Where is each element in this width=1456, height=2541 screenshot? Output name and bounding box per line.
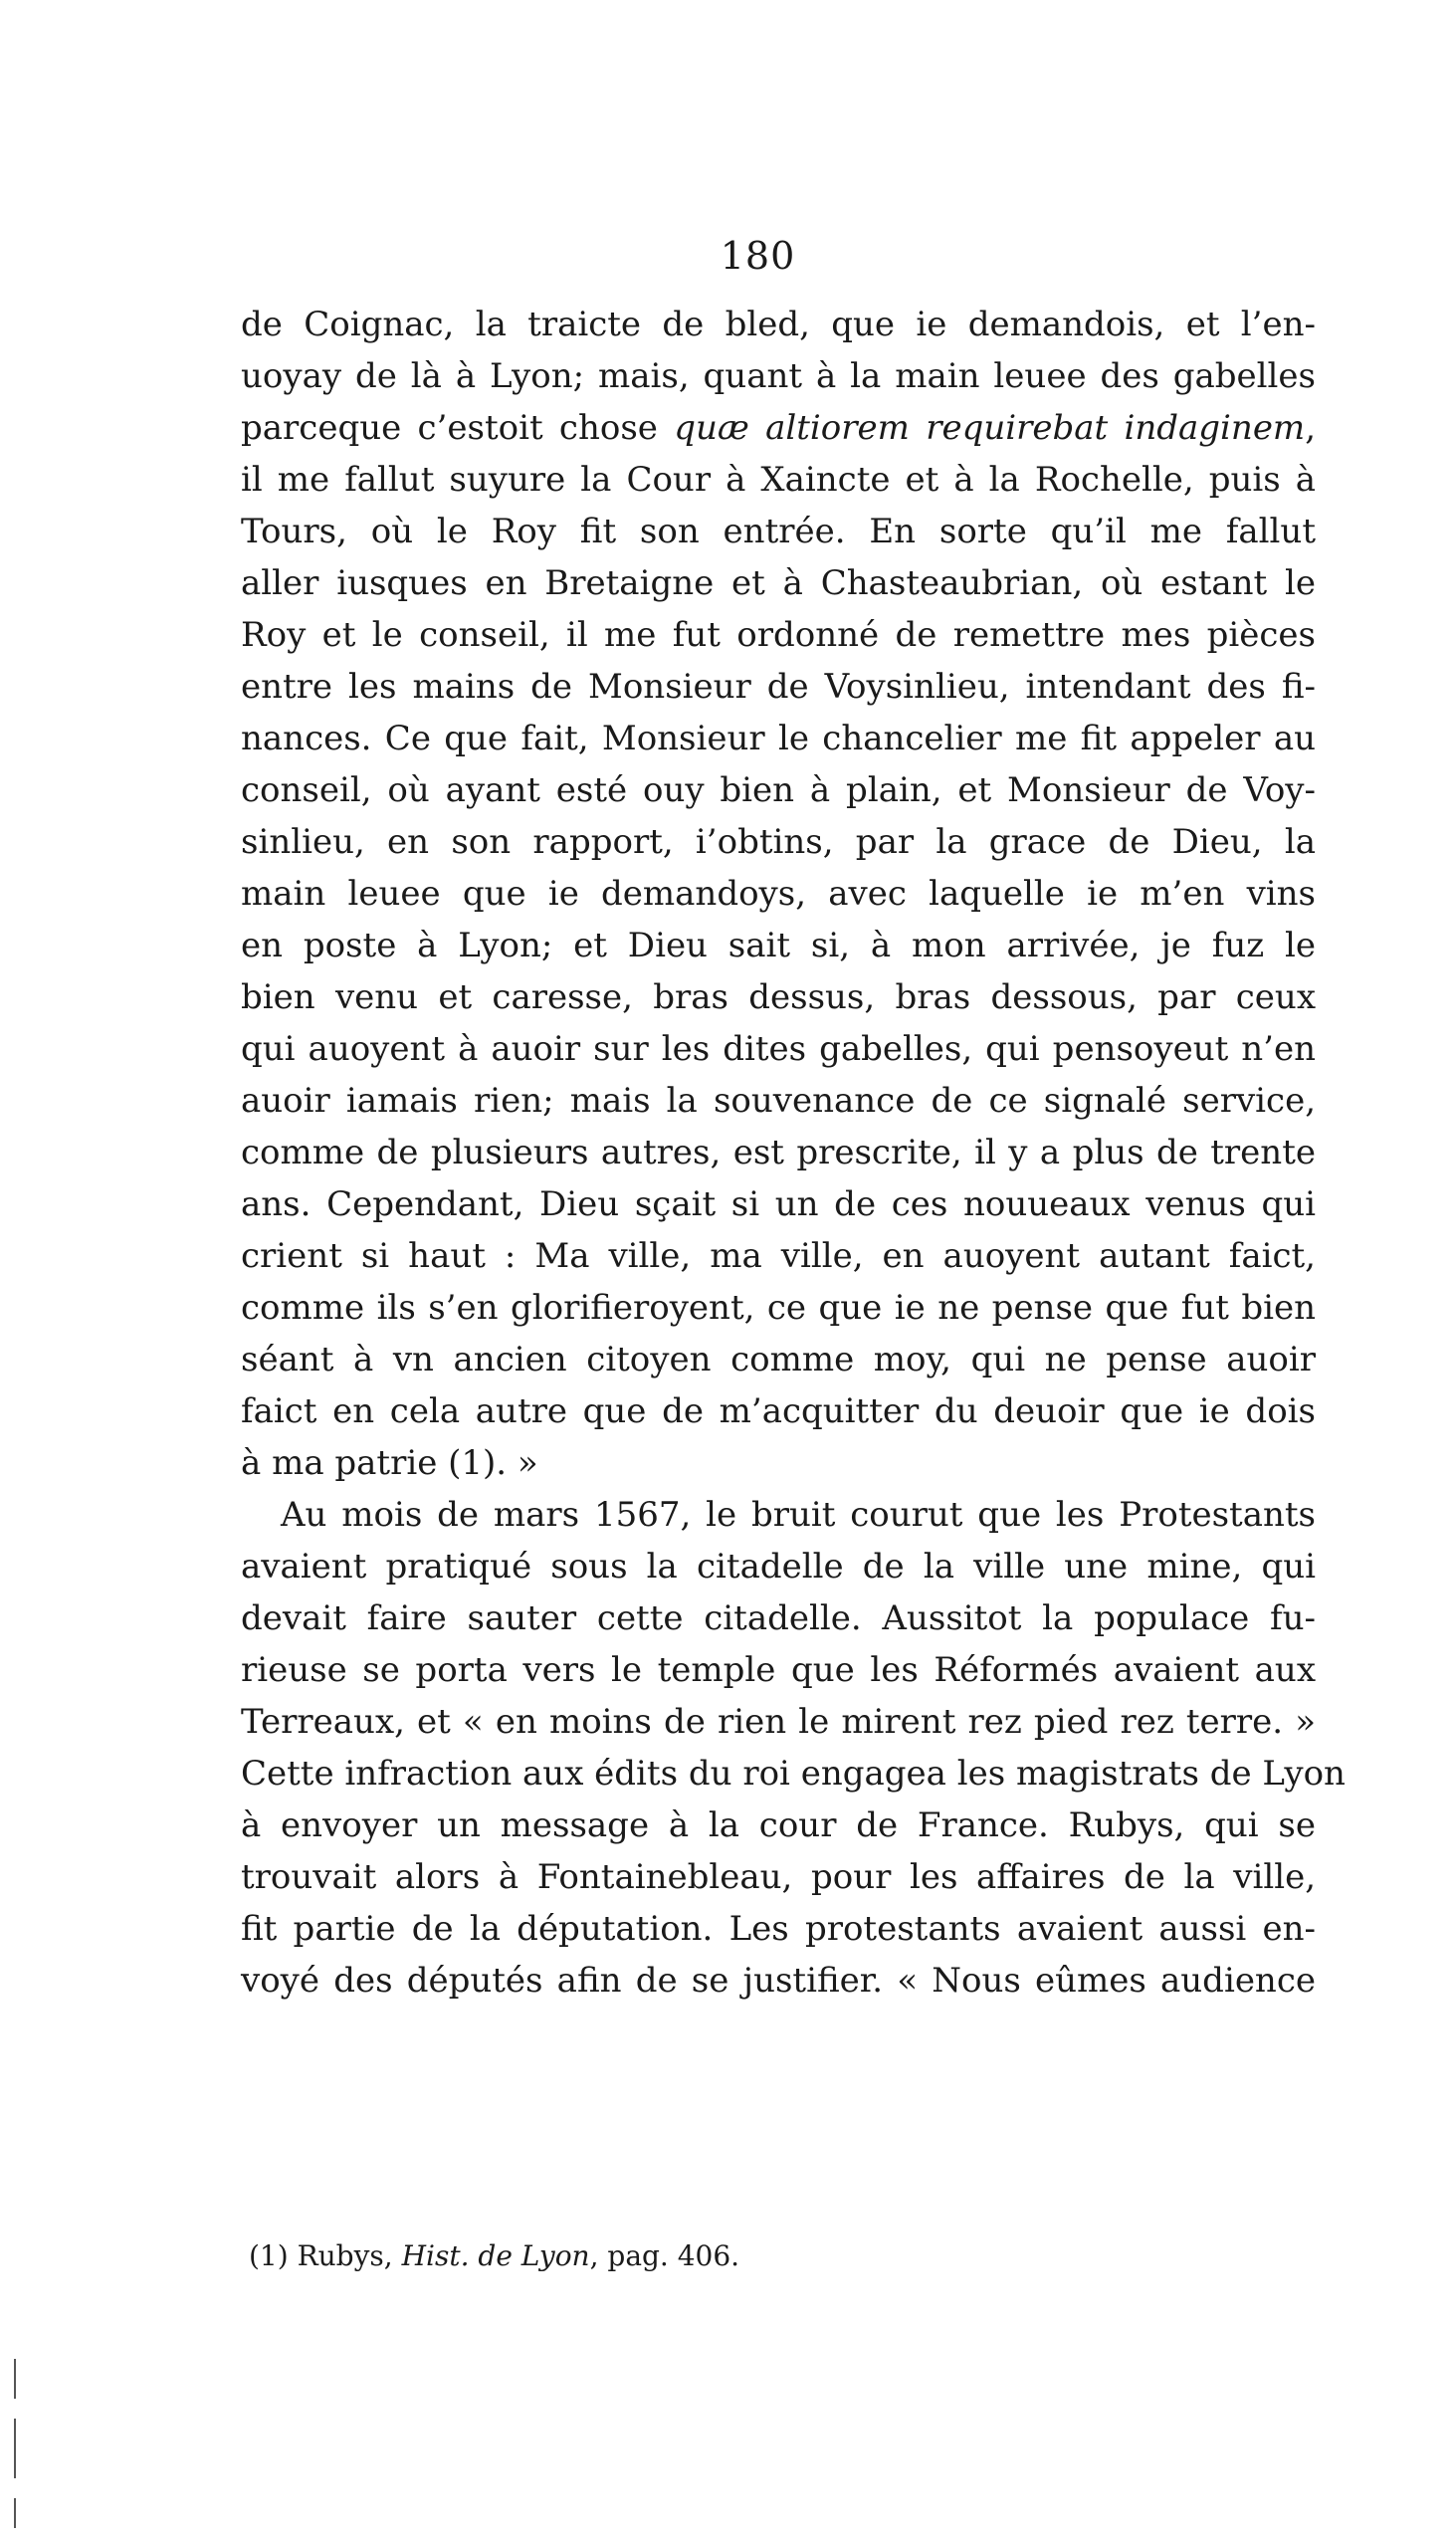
text-line: sinlieu, en son rapport, i’obtins, par la grace de Dieu, la (241, 822, 1316, 862)
text-line: Terreaux, et « en moins de rien le mirent rez pied rez terre. » (241, 1702, 1316, 1742)
body-text (241, 299, 1346, 2007)
text-line: voyé des députés afin de se justifier. « Nous eûmes audience (241, 1961, 1316, 2001)
text-line: fit partie de la députation. Les protestants avaient aussi en- (241, 1909, 1316, 1949)
text-line: il me fallut suyure la Cour à Xaincte et à la Rochelle, puis à (241, 460, 1316, 500)
text-line: faict en cela autre que de m’acquitter du deuoir que ie dois (241, 1391, 1316, 1431)
text-line: bien venu et caresse, bras dessus, bras dessous, par ceux (241, 977, 1316, 1017)
text-line: séant à vn ancien citoyen comme moy, qui ne pense auoir (241, 1340, 1316, 1379)
text-line: avaient pratiqué sous la citadelle de la ville une mine, qui (241, 1547, 1316, 1587)
text-line: Au mois de mars 1567, le bruit courut que les Protestants (281, 1495, 1316, 1535)
text-line: de Coignac, la traicte de bled, que ie demandois, et l’en- (241, 305, 1316, 344)
text-line: Roy et le conseil, il me fut ordonné de remettre mes pièces (241, 615, 1316, 655)
text-line: en poste à Lyon; et Dieu sait si, à mon arrivée, je fuz le (241, 926, 1316, 965)
text-line: entre les mains de Monsieur de Voysinlieu, intendant des fi- (241, 667, 1316, 707)
latin-phrase: quæ altiorem requirebat indaginem (674, 408, 1306, 448)
footnote-title: Hist. de Lyon (401, 2239, 590, 2272)
footnote (249, 2239, 739, 2272)
text-line: qui auoyent à auoir sur les dites gabelles, qui pensoyeut n’en (241, 1029, 1316, 1069)
text-line: nances. Ce que fait, Monsieur le chancelier me fit appeler au (241, 719, 1316, 758)
text-line: à ma patrie (1). » (241, 1443, 538, 1483)
margin-scan-mark (14, 2498, 16, 2528)
text-segment: parceque c’estoit chose (241, 408, 675, 448)
text-line: auoir iamais rien; mais la souvenance de ce signalé service, (241, 1081, 1316, 1121)
page-number: 180 (720, 234, 796, 278)
text-line (241, 402, 1316, 454)
text-line: à envoyer un message à la cour de France. Rubys, qui se (241, 1805, 1316, 1845)
margin-scan-mark (14, 2359, 16, 2399)
text-line: rieuse se porta vers le temple que les Réformés avaient aux (241, 1650, 1316, 1690)
text-line: main leuee que ie demandoys, avec laquelle ie m’en vins (241, 874, 1316, 914)
text-line: uoyay de là à Lyon; mais, quant à la main leuee des gabelles (241, 356, 1316, 396)
text-line: comme de plusieurs autres, est prescrite, il y a plus de trente (241, 1133, 1316, 1172)
text-line: conseil, où ayant esté ouy bien à plain, et Monsieur de Voy- (241, 770, 1316, 810)
text-line: aller iusques en Bretaigne et à Chasteaubrian, où estant le (241, 563, 1316, 603)
text-line: devait faire sauter cette citadelle. Aussitot la populace fu- (241, 1598, 1316, 1638)
text-segment: , (1305, 408, 1316, 448)
text-line: ans. Cependant, Dieu sçait si un de ces nouueaux venus qui (241, 1184, 1316, 1224)
margin-scan-mark (14, 2419, 16, 2478)
text-line: Cette infraction aux édits du roi engagea les magistrats de Lyon (241, 1754, 1346, 1794)
footnote-suffix: , pag. 406. (589, 2239, 740, 2272)
text-line: crient si haut : Ma ville, ma ville, en auoyent autant faict, (241, 1236, 1316, 1276)
text-line: comme ils s’en glorifieroyent, ce que ie ne pense que fut bien (241, 1288, 1316, 1328)
text-line: trouvait alors à Fontainebleau, pour les affaires de la ville, (241, 1857, 1316, 1897)
footnote-prefix: (1) Rubys, (249, 2239, 402, 2272)
text-line: Tours, où le Roy fit son entrée. En sorte qu’il me fallut (241, 512, 1316, 551)
